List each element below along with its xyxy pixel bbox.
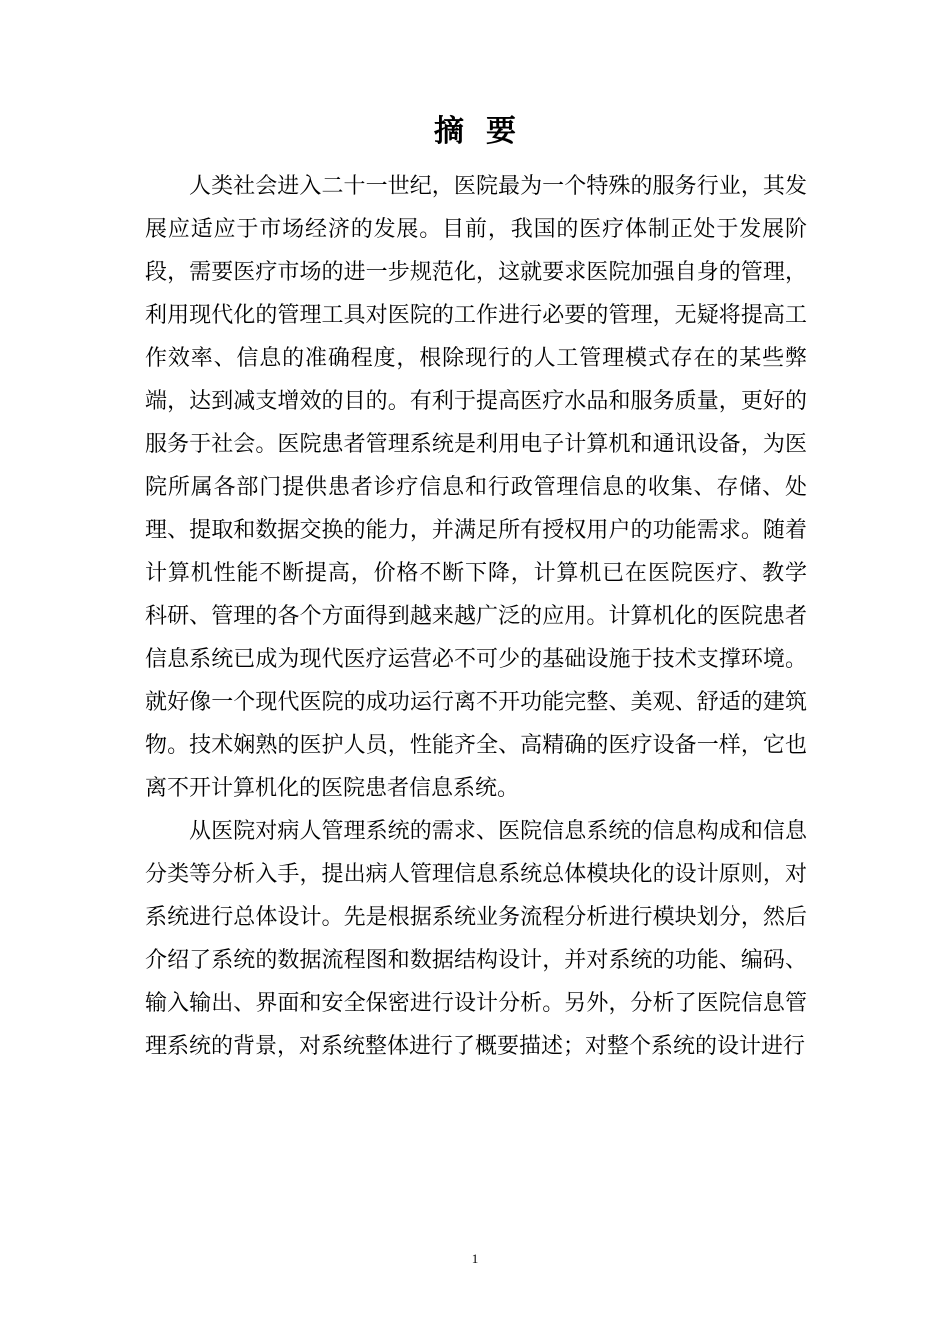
paragraph-1: 人类社会进入二十一世纪，医院最为一个特殊的服务行业，其发展应适应于市场经济的发展。目前，我国的医疗体制正处于发展阶段，需要医疗市场的进一步规范化，这就要求医院加强自身的管理，利用现代化的管理工具对医院的工作进行必要的管理，无疑将提高工作效率、信息的准确程度，根除现行的人工管理模式存在的某些弊端，达到减支增效的目的。有利于提高医疗水品和服务质量，更好的服务于社会。医院患者管理系统是利用电子计算机和通讯设备，为医院所属各部门提供患者诊疗信息和行政管理信息的收集、存储、处理、提取和数据交换的能力，并满足所有授权用户的功能需求。随着计算机性能不断提高，价格不断下降，计算机已在医院医疗、教学 科研、管理的各个方面得到越来越广泛的应用。计算机化的医院患者信息系统已成为现代医疗运营必不可少的基础设施于技术支撑环境。就好像一个现代医院的成功运行离不开功能完整、美观、舒适的建筑物。技术娴熟的医护人员，性能齐全、高精确的医疗设备一样，它也离不开计算机化的医院患者信息系统。 xyxy=(145,174,807,801)
abstract-body xyxy=(145,165,807,1068)
page-number: 1 xyxy=(471,1251,479,1266)
page-title: 摘要 xyxy=(434,114,538,149)
paragraph-2: 从医院对病人管理系统的需求、医院信息系统的信息构成和信息分类等分析入手，提出病人管理信息系统总体模块化的设计原则，对系统进行总体设计。先是根据系统业务流程分析进行模块划分，然后介绍了系统的数据流程图和数据结构设计，并对系统的功能、编码、输入输出、界面和安全保密进行设计分析。另外，分析了医院信息管理系统的背景，对系统整体进行了概要描述；对整个系统的设计进行 xyxy=(145,819,807,1059)
